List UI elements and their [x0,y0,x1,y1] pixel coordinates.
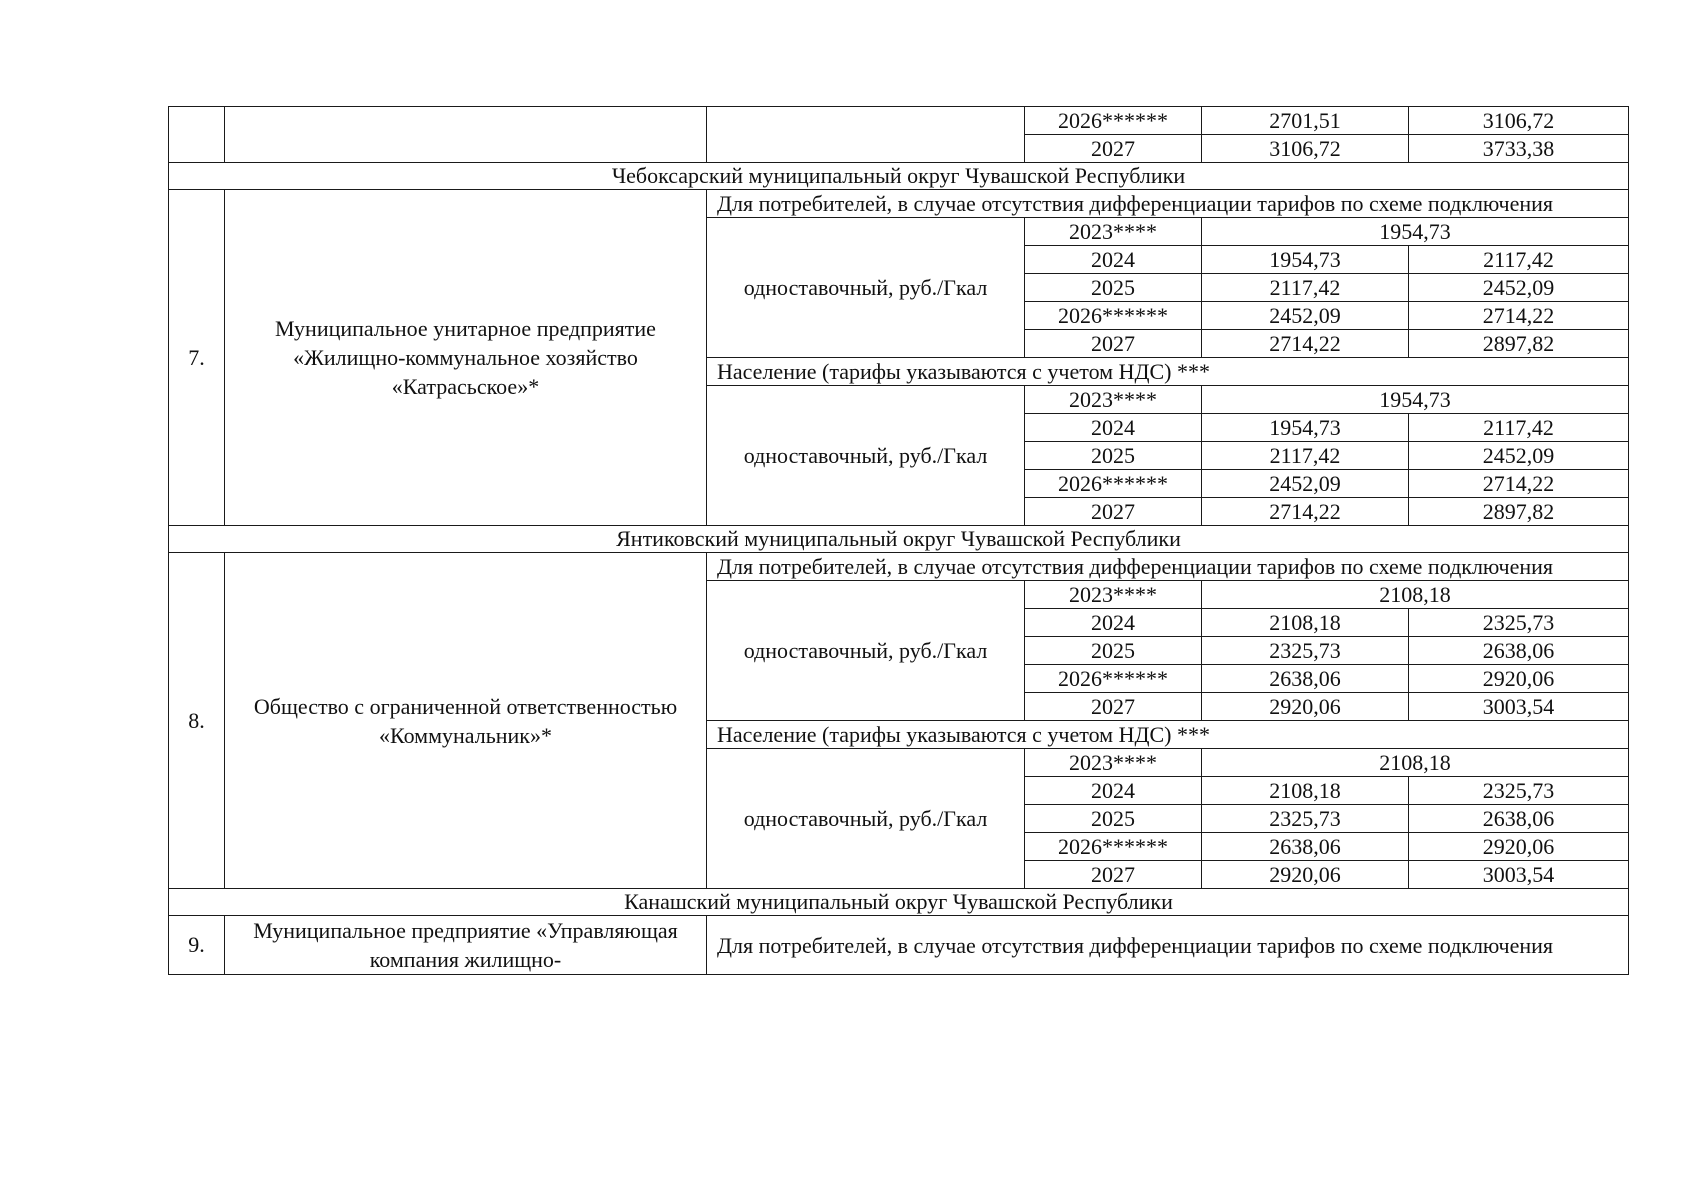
year-cell: 2024 [1025,246,1202,274]
table-row [169,107,1629,135]
group-title: Для потребителей, в случае отсутствия дифференциации тарифов по схеме подключения [707,553,1629,581]
tariff-value-cell: 2920,06 [1202,693,1409,721]
year-cell: 2023**** [1025,218,1202,246]
tariff-value-cell: 2325,73 [1202,637,1409,665]
district-header: Янтиковский муниципальный округ Чувашской Республики [169,526,1629,553]
row-number: 8. [169,553,225,889]
organization-name: Общество с ограниченной ответственностью «Коммунальник»* [225,553,707,889]
tariff-value-cell: 2638,06 [1409,637,1629,665]
tariff-value-cell: 2701,51 [1202,107,1409,135]
year-cell: 2027 [1025,861,1202,889]
tariff-value-cell: 2714,22 [1202,330,1409,358]
tariff-value-cell: 2108,18 [1202,609,1409,637]
tariff-value-cell: 2117,42 [1202,442,1409,470]
tariff-value-cell: 2638,06 [1202,665,1409,693]
year-cell: 2023**** [1025,386,1202,414]
tariff-method: одноставочный, руб./Гкал [707,581,1025,721]
tariff-value-cell: 2897,82 [1409,330,1629,358]
year-cell: 2024 [1025,777,1202,805]
tariff-value-cell: 2714,22 [1409,302,1629,330]
number-cell [169,107,225,163]
group-title-row [169,553,1629,581]
tariff-value-cell: 2897,82 [1409,498,1629,526]
tariff-value-cell: 2638,06 [1202,833,1409,861]
year-cell: 2026****** [1025,302,1202,330]
year-cell: 2027 [1025,330,1202,358]
tariff-value-cell: 2325,73 [1202,805,1409,833]
year-cell: 2024 [1025,609,1202,637]
year-cell: 2025 [1025,442,1202,470]
group-title: Для потребителей, в случае отсутствия дифференциации тарифов по схеме подключения [707,916,1629,975]
year-cell: 2024 [1025,414,1202,442]
year-cell: 2025 [1025,805,1202,833]
row-number: 7. [169,190,225,526]
group-title-row [169,190,1629,218]
tariff-value-cell: 2920,06 [1409,833,1629,861]
organization-name: Муниципальное унитарное предприятие «Жилищно-коммунальное хозяйство «Катрасьское»* [225,190,707,526]
group-title: Население (тарифы указываются с учетом НДС) *** [707,358,1629,386]
organization-cell [225,107,707,163]
table-row [169,916,1629,975]
tariff-value-cell: 2452,09 [1409,274,1629,302]
tariff-value-cell: 3106,72 [1202,135,1409,163]
tariff-value-cell: 3106,72 [1409,107,1629,135]
tariff-value-cell: 1954,73 [1202,386,1629,414]
year-cell: 2026****** [1025,470,1202,498]
tariff-value-cell: 2108,18 [1202,749,1629,777]
district-header: Чебоксарский муниципальный округ Чувашской Республики [169,163,1629,190]
year-cell: 2027 [1025,693,1202,721]
tariff-value-cell: 2325,73 [1409,777,1629,805]
tariff-value-cell: 2714,22 [1202,498,1409,526]
tariff-value-cell: 3003,54 [1409,861,1629,889]
tariff-value-cell: 1954,73 [1202,246,1409,274]
tariff-value-cell: 2452,09 [1202,470,1409,498]
tariff-value-cell: 3003,54 [1409,693,1629,721]
tariff-value-cell: 2714,22 [1409,470,1629,498]
tariff-value-cell: 2117,42 [1409,414,1629,442]
tariff-value-cell: 2108,18 [1202,777,1409,805]
organization-name: Муниципальное предприятие «Управляющая компания жилищно- [225,916,707,975]
group-title: Для потребителей, в случае отсутствия дифференциации тарифов по схеме подключения [707,190,1629,218]
district-row [169,163,1629,190]
year-cell: 2025 [1025,274,1202,302]
tariff-value-cell: 2920,06 [1409,665,1629,693]
tariff-value-cell: 2325,73 [1409,609,1629,637]
year-cell: 2027 [1025,498,1202,526]
method-cell [707,107,1025,163]
tariff-method: одноставочный, руб./Гкал [707,386,1025,526]
tariff-table-body [169,107,1629,975]
district-header: Канашский муниципальный округ Чувашской Республики [169,889,1629,916]
year-cell: 2023**** [1025,581,1202,609]
tariff-value-cell: 2117,42 [1202,274,1409,302]
row-number: 9. [169,916,225,975]
tariff-table [168,106,1629,975]
district-row [169,526,1629,553]
tariff-value-cell: 1954,73 [1202,218,1629,246]
tariff-value-cell: 2920,06 [1202,861,1409,889]
year-cell: 2026****** [1025,665,1202,693]
year-cell: 2025 [1025,637,1202,665]
tariff-method: одноставочный, руб./Гкал [707,218,1025,358]
tariff-value-cell: 2452,09 [1202,302,1409,330]
tariff-value-cell: 3733,38 [1409,135,1629,163]
year-cell: 2026****** [1025,833,1202,861]
tariff-value-cell: 1954,73 [1202,414,1409,442]
year-cell: 2023**** [1025,749,1202,777]
year-cell: 2027 [1025,135,1202,163]
tariff-method: одноставочный, руб./Гкал [707,749,1025,889]
tariff-value-cell: 2452,09 [1409,442,1629,470]
tariff-table-page [168,106,1628,975]
district-row [169,889,1629,916]
group-title: Население (тарифы указываются с учетом НДС) *** [707,721,1629,749]
year-cell: 2026****** [1025,107,1202,135]
tariff-value-cell: 2638,06 [1409,805,1629,833]
tariff-value-cell: 2117,42 [1409,246,1629,274]
tariff-value-cell: 2108,18 [1202,581,1629,609]
